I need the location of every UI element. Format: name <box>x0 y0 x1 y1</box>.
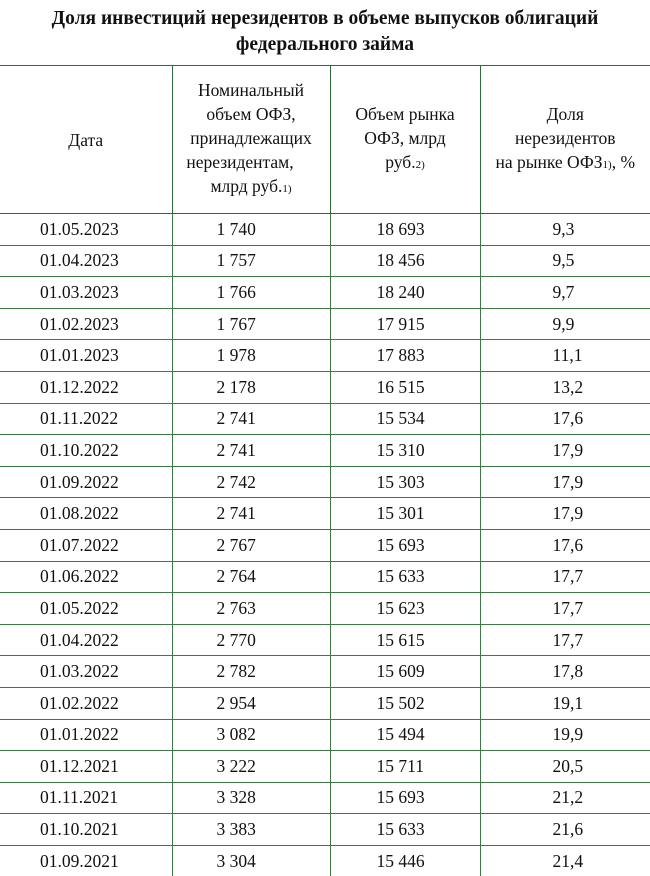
cell-share: 21,4 <box>480 845 650 876</box>
table-row <box>0 529 650 561</box>
cell-market: 15 446 <box>330 845 480 876</box>
header-row <box>0 66 650 214</box>
cell-market: 18 240 <box>330 277 480 309</box>
cell-share: 9,5 <box>480 245 650 277</box>
cell-date: 01.12.2022 <box>0 371 172 403</box>
cell-volume: 1 740 <box>172 214 330 246</box>
cell-market: 15 693 <box>330 782 480 814</box>
title-line-1: Доля инвестиций нерезидентов в объеме выпусков облигаций <box>0 6 650 32</box>
cell-share: 17,7 <box>480 561 650 593</box>
cell-share: 21,6 <box>480 814 650 846</box>
cell-share: 17,7 <box>480 593 650 625</box>
cell-share: 9,7 <box>480 277 650 309</box>
cell-market: 15 633 <box>330 814 480 846</box>
table-row <box>0 340 650 372</box>
cell-date: 01.01.2022 <box>0 719 172 751</box>
cell-volume: 3 383 <box>172 814 330 846</box>
cell-volume: 2 782 <box>172 656 330 688</box>
cell-share: 11,1 <box>480 340 650 372</box>
header-volume: Номинальный объем ОФЗ, принадлежащих нерезидентам, млрд руб.1) <box>172 66 330 214</box>
footnote-1: 1) <box>603 159 612 171</box>
cell-market: 15 502 <box>330 687 480 719</box>
cell-date: 01.12.2021 <box>0 751 172 783</box>
cell-share: 9,3 <box>480 214 650 246</box>
table-row <box>0 277 650 309</box>
header-market: Объем рынка ОФЗ, млрд руб.2) <box>330 66 480 214</box>
cell-market: 15 615 <box>330 624 480 656</box>
cell-market: 15 623 <box>330 593 480 625</box>
table-row <box>0 845 650 876</box>
cell-share: 19,9 <box>480 719 650 751</box>
table-row <box>0 466 650 498</box>
cell-market: 18 456 <box>330 245 480 277</box>
cell-date: 01.01.2023 <box>0 340 172 372</box>
table-row <box>0 719 650 751</box>
cell-volume: 2 767 <box>172 529 330 561</box>
cell-market: 15 693 <box>330 529 480 561</box>
cell-date: 01.11.2021 <box>0 782 172 814</box>
cell-share: 17,8 <box>480 656 650 688</box>
cell-date: 01.11.2022 <box>0 403 172 435</box>
cell-share: 20,5 <box>480 751 650 783</box>
cell-share: 17,9 <box>480 466 650 498</box>
title-line-2: федерального займа <box>0 32 650 58</box>
cell-share: 17,9 <box>480 435 650 467</box>
cell-date: 01.06.2022 <box>0 561 172 593</box>
cell-market: 15 310 <box>330 435 480 467</box>
footnote-2: 2) <box>416 159 425 171</box>
cell-date: 01.02.2022 <box>0 687 172 719</box>
cell-volume: 3 328 <box>172 782 330 814</box>
table-row <box>0 814 650 846</box>
cell-market: 17 915 <box>330 308 480 340</box>
table-row <box>0 687 650 719</box>
cell-volume: 2 742 <box>172 466 330 498</box>
cell-market: 16 515 <box>330 371 480 403</box>
cell-date: 01.04.2023 <box>0 245 172 277</box>
cell-volume: 2 741 <box>172 435 330 467</box>
cell-date: 01.09.2021 <box>0 845 172 876</box>
cell-volume: 3 222 <box>172 751 330 783</box>
cell-volume: 1 757 <box>172 245 330 277</box>
table-row <box>0 593 650 625</box>
cell-volume: 3 082 <box>172 719 330 751</box>
cell-date: 01.04.2022 <box>0 624 172 656</box>
cell-market: 18 693 <box>330 214 480 246</box>
cell-date: 01.03.2023 <box>0 277 172 309</box>
cell-date: 01.03.2022 <box>0 656 172 688</box>
cell-share: 19,1 <box>480 687 650 719</box>
cell-date: 01.07.2022 <box>0 529 172 561</box>
cell-volume: 2 178 <box>172 371 330 403</box>
page-title <box>0 6 650 58</box>
cell-market: 15 633 <box>330 561 480 593</box>
cell-date: 01.10.2022 <box>0 435 172 467</box>
table-row <box>0 782 650 814</box>
table-row <box>0 751 650 783</box>
cell-date: 01.10.2021 <box>0 814 172 846</box>
cell-volume: 2 770 <box>172 624 330 656</box>
header-share: Доля нерезидентов на рынке ОФЗ1), % <box>480 66 650 214</box>
ofz-nonresident-table <box>0 65 650 876</box>
cell-date: 01.08.2022 <box>0 498 172 530</box>
cell-share: 17,9 <box>480 498 650 530</box>
table-row <box>0 403 650 435</box>
cell-volume: 2 764 <box>172 561 330 593</box>
table-row <box>0 371 650 403</box>
cell-market: 15 711 <box>330 751 480 783</box>
cell-share: 9,9 <box>480 308 650 340</box>
table-row <box>0 498 650 530</box>
table-row <box>0 308 650 340</box>
cell-date: 01.09.2022 <box>0 466 172 498</box>
table-body <box>0 214 650 876</box>
footnote-1: 1) <box>282 183 291 195</box>
cell-market: 17 883 <box>330 340 480 372</box>
cell-volume: 1 766 <box>172 277 330 309</box>
cell-market: 15 534 <box>330 403 480 435</box>
table-row <box>0 435 650 467</box>
cell-share: 17,6 <box>480 529 650 561</box>
cell-volume: 1 978 <box>172 340 330 372</box>
table-row <box>0 245 650 277</box>
cell-volume: 2 741 <box>172 403 330 435</box>
header-date: Дата <box>0 66 172 214</box>
table-row <box>0 624 650 656</box>
table-row <box>0 214 650 246</box>
cell-market: 15 609 <box>330 656 480 688</box>
table-row <box>0 656 650 688</box>
cell-volume: 1 767 <box>172 308 330 340</box>
cell-share: 17,6 <box>480 403 650 435</box>
cell-market: 15 303 <box>330 466 480 498</box>
cell-date: 01.02.2023 <box>0 308 172 340</box>
cell-market: 15 301 <box>330 498 480 530</box>
table-row <box>0 561 650 593</box>
cell-share: 21,2 <box>480 782 650 814</box>
cell-volume: 2 763 <box>172 593 330 625</box>
cell-market: 15 494 <box>330 719 480 751</box>
cell-share: 17,7 <box>480 624 650 656</box>
cell-date: 01.05.2023 <box>0 214 172 246</box>
cell-volume: 3 304 <box>172 845 330 876</box>
cell-volume: 2 954 <box>172 687 330 719</box>
cell-volume: 2 741 <box>172 498 330 530</box>
cell-date: 01.05.2022 <box>0 593 172 625</box>
cell-share: 13,2 <box>480 371 650 403</box>
